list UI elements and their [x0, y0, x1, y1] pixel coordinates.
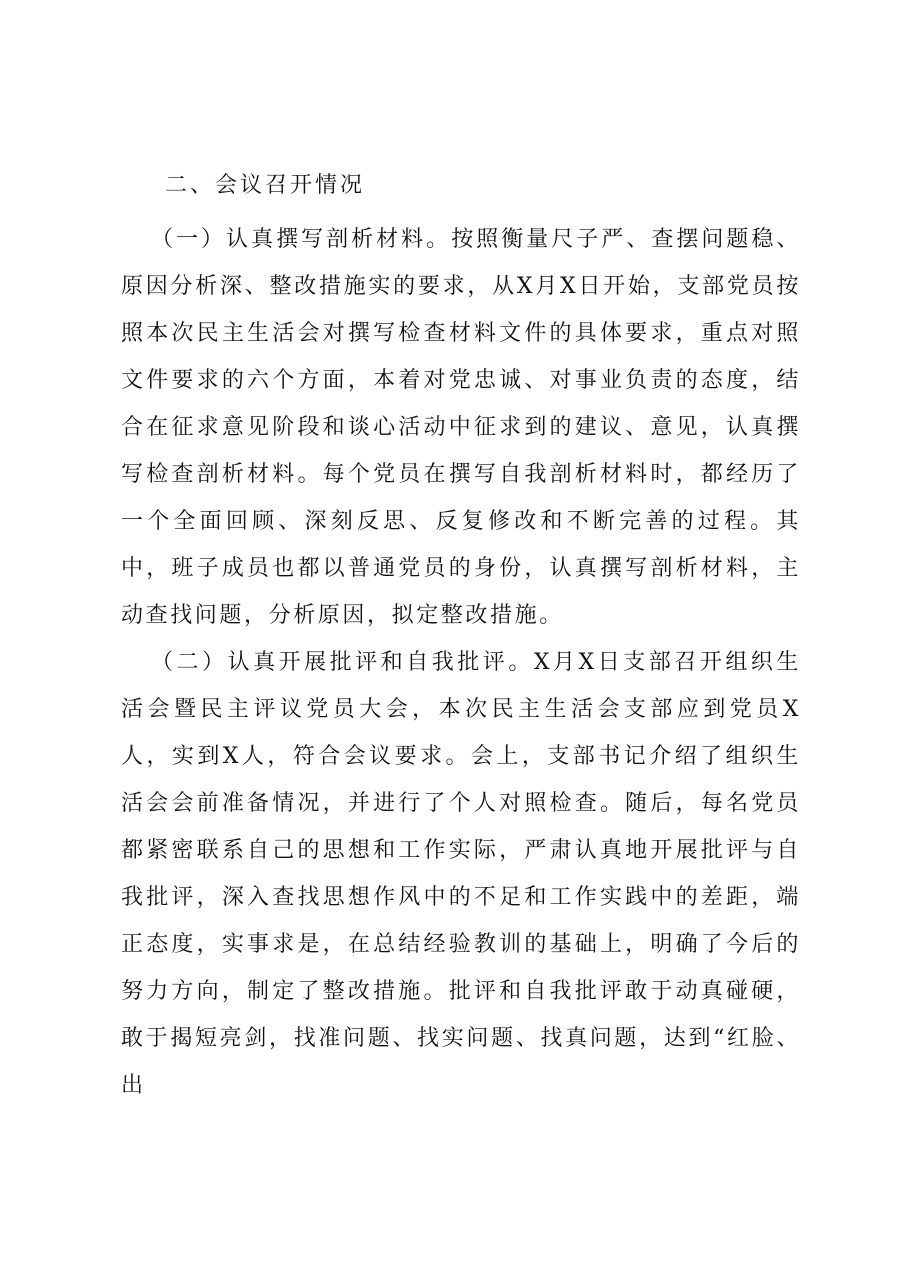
- paragraph-writing-analysis-materials: （一）认真撰写剖析材料。按照衡量尺子严、查摆问题稳、原因分析深、整改措施实的要求，从X月X日开始，支部党员按照本次民主生活会对撰写检查材料文件的具体要求，重点对照文件要求的六个方面，本着对党忠诚、对事业负责的态度，结合在征求意见阶段和谈心活动中征求到的建议、意见，认真撰写检查剖析材料。每个党员在撰写自我剖析材料时，都经历了一个全面回顾、深刻反思、反复修改和不断完善的过程。其中，班子成员也都以普通党员的身份，认真撰写剖析材料，主动查找问题，分析原因，拟定整改措施。: [121, 227, 801, 628]
- paragraph-criticism-self-criticism: （二）认真开展批评和自我批评。X月X日支部召开组织生活会暨民主评议党员大会，本次民主生活会支部应到党员X人，实到X人，符合会议要求。会上，支部书记介绍了组织生活会会前准备情况，并进行了个人对照检查。随后，每名党员都紧密联系自己的思想和工作实际，严肃认真地开展批评与自我批评，深入查找思想作风中的不足和工作实践中的差距，端正态度，实事求是，在总结经验教训的基础上，明确了今后的努力方向，制定了整改措施。批评和自我批评敢于动真碰硬，敢于揭短亮剑，找准问题、找实问题、找真问题，达到“红脸、出: [121, 650, 801, 1098]
- document-body: [121, 164, 801, 1109]
- section-heading: 二、会议召开情况: [165, 173, 366, 198]
